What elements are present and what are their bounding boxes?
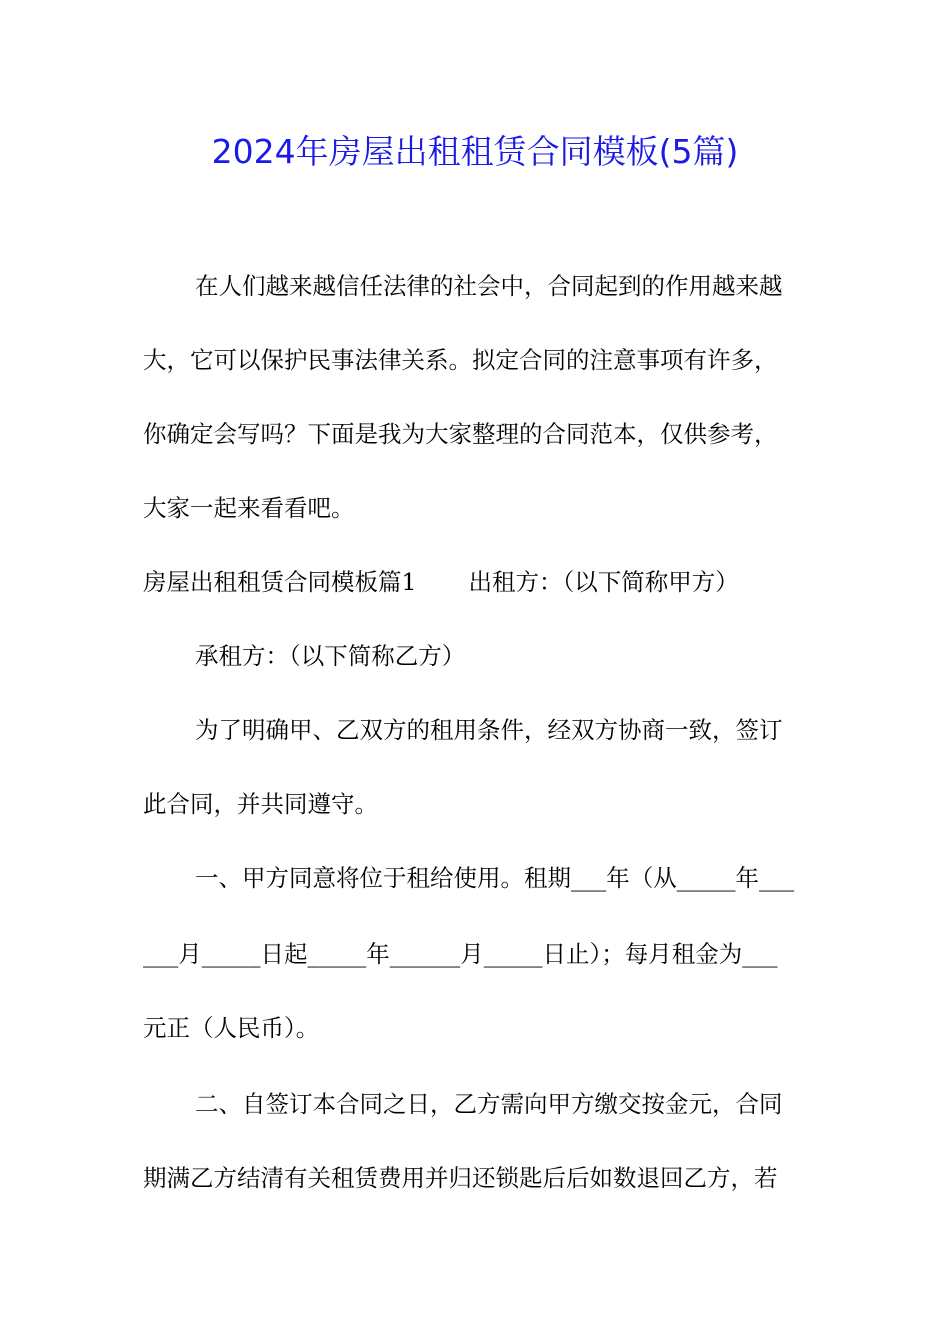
- clause-line: 期满乙方结清有关租赁费用并归还锁匙后后如数退回乙方，若: [143, 1164, 778, 1192]
- paragraph-line: 为了明确甲、乙双方的租用条件，经双方协商一致，签订: [195, 716, 783, 744]
- section-heading-line: [143, 562, 823, 602]
- clause-line: 元正（人民币）。: [143, 1014, 320, 1042]
- document-title: 2024年房屋出租租赁合同模板(5篇): [211, 132, 739, 171]
- lessor-label: 出租方：（以下简称甲方）: [468, 568, 739, 596]
- paragraph-line: 大家一起来看看吧。: [143, 494, 355, 522]
- section-heading: 房屋出租租赁合同模板篇1: [143, 568, 417, 596]
- clause-line: ___月_____日起_____年______月_____日止）；每月租金为___: [143, 940, 778, 968]
- paragraph-line: 大，它可以保护民事法律关系。拟定合同的注意事项有许多，: [143, 346, 778, 374]
- paragraph-line: 你确定会写吗？下面是我为大家整理的合同范本，仅供参考，: [143, 420, 778, 448]
- clause-line: 二、自签订本合同之日，乙方需向甲方缴交按金元，合同: [195, 1090, 783, 1118]
- clause-line: 一、甲方同意将位于租给使用。租期___年（从_____年___: [195, 864, 795, 892]
- paragraph-line: 在人们越来越信任法律的社会中，合同起到的作用越来越: [195, 272, 783, 300]
- paragraph-line: 此合同，并共同遵守。: [143, 790, 378, 818]
- lessee-label: 承租方：（以下简称乙方）: [195, 642, 466, 670]
